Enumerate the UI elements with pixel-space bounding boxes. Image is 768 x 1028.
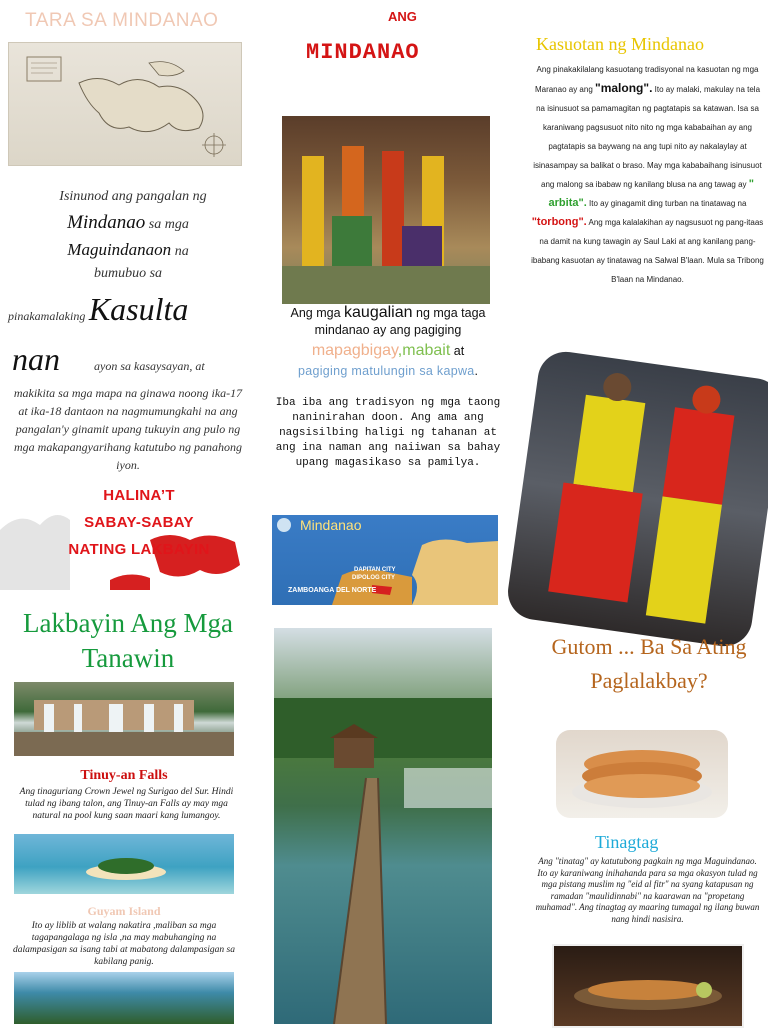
kaugalian-text: . — [474, 364, 479, 378]
map-place: ZAMBOANGA DEL NORTE — [288, 587, 377, 594]
coast-image — [14, 972, 234, 1024]
island-title: Guyam Island — [87, 904, 161, 918]
section-title-tanawin: Lakbayin Ang Mga Tanawin — [23, 608, 233, 673]
island-text: Ito ay liblib at walang nakatira ,maliban sa mga tagapangalaga ng isla ,na may mabuhanging na dalampasigan sa isang tabi at mabatong dalampasigan sa kabilang panig. — [13, 921, 235, 967]
kaugalian-text: Ang mga — [290, 306, 341, 320]
falls-drawing — [14, 682, 234, 756]
clothing-text: Ito ay ginagamit ding turban na tinatawag na — [589, 199, 747, 208]
callout-line: NATING LAKBAYIN — [68, 541, 210, 558]
dancers-image — [282, 116, 490, 304]
mindanao-map-image — [272, 515, 498, 605]
island-drawing — [14, 834, 234, 894]
clothing-text: Ang pinakakilalang kasuotang tradisyonal na kasuotan ng mga Maranao ay ang — [534, 65, 759, 94]
island-image — [14, 834, 234, 894]
intro-line: Isinunod ang pangalan ng — [59, 189, 207, 204]
intro-line: pinakamalaking — [8, 309, 86, 324]
customs-paragraph — [278, 304, 498, 380]
intro-nan: nan — [12, 340, 60, 377]
value-mapagbigay: mapagbigay — [311, 342, 398, 359]
intro-line: na — [174, 244, 189, 260]
bridge-drawing — [274, 628, 492, 1024]
grilled-drawing — [554, 946, 742, 1026]
kaugalian-text: ng mga taga mindanao ay ang pagiging — [314, 306, 486, 337]
intro-line: makikita sa mga mapa na ginawa noong ika-17 at ika-18 dantaon na nagmumungkahi na ang pangalan'y ginamit upang tukuyin ang pulo ng mga makapangyarihang katutubo ng panahong iyon. — [13, 386, 243, 473]
term-malong: "malong". — [595, 81, 653, 95]
clothing-title: Kasuotan ng Mindanao — [536, 34, 704, 54]
kaugalian-word: kaugalian — [344, 304, 413, 321]
tinagtag-image — [556, 730, 728, 818]
clothing-text: Ito ay malaki, makulay na tela na isinusuot sa pamamagitan ng pagtatapis sa katawan. Isa sa karaniwang pagsusuot nito nito ng mga kababaihan ay ang pagtatapis sa baywang na ang tupi nito ay nakalaylay at isinasampay sa balikat o braso. May mga kababaihang isinusuot ang malong sa ibabaw ng kanilang blusa na ang tawag ay — [533, 85, 762, 189]
traditional-attire-image — [504, 348, 768, 650]
intro-maguindanaon: Maguindanaon — [67, 240, 172, 260]
left-title: TARA SA MINDANAO — [25, 10, 219, 31]
callout-line: SABAY-SABAY — [84, 514, 194, 531]
food-question: Gutom ... Ba Sa Ating Paglalakbay? — [551, 634, 747, 693]
bridge-lagoon-image — [274, 628, 492, 1024]
falls-title: Tinuy-an Falls — [80, 768, 168, 783]
intro-mindanao: Mindanao — [67, 211, 146, 233]
intro-kasultanan: Kasulta — [88, 291, 189, 328]
travel-callout — [50, 482, 228, 563]
kaugalian-text: at — [453, 344, 465, 358]
value-mabait: ,mabait — [397, 342, 451, 359]
clothing-text: Ang mga kalalakihan ay nagsusuot ng pang-itaas na damit na kung tawagin ay Saul Laki at ang kanilang pang-ibabang kasuotan ay tinatawag na Salwal B'laan. Mula sa Tribong B'laan na Mindanao. — [531, 218, 764, 284]
map-label: Mindanao — [300, 517, 362, 533]
value-matulungin: pagiging matulungin sa kapwa — [297, 364, 475, 378]
heading-ang: ANG — [388, 9, 417, 24]
heading-mindanao: MINDANAO — [306, 40, 420, 65]
attire-drawing — [504, 348, 768, 650]
clothing-paragraph — [530, 60, 765, 289]
old-map-drawing — [9, 43, 241, 165]
tradition-paragraph: Iba iba ang tradisyon ng mga taong naninirahan doon. Ang ama ang nagsisilbing haligi ng tahanan at ang ina naman ang naiiwan sa bahay upang magasikaso sa pamilya. — [275, 397, 501, 469]
intro-line: bumubuo sa — [93, 266, 163, 282]
tinagtag-drawing — [556, 730, 728, 818]
term-torbong: "torbong". — [531, 216, 587, 228]
term-arbita: " arbita". — [548, 178, 754, 209]
old-map-image — [8, 42, 242, 166]
map-place: DAPITAN CITY — [354, 567, 396, 573]
falls-text: Ang tinaguriang Crown Jewel ng Surigao del Sur. Hindi tulad ng ibang talon, ang Tinuy-an Falls ay may mga natural na pool kung saan maari kang lumangoy. — [19, 787, 234, 821]
falls-image — [14, 682, 234, 756]
food-text: Ang "tinatag" ay katutubong pagkain ng mga Maguindanao. Ito ay karaniwang inihahanda para sa mga okasyon tulad ng mga pistang muslim ng "eid al fitr" na syang katapusan ng ramadan "maulidinnabi" na kaarawan na "propetang muhamad". Ang tinagtag ay maaring tumagal ng ilang buwan nang hindi nasisira. — [535, 856, 760, 924]
mindanao-name-origin — [8, 186, 248, 474]
callout-line: HALINA’T — [103, 487, 175, 504]
grilled-food-image — [552, 944, 744, 1028]
dancers-drawing — [282, 116, 490, 304]
intro-line: sa mga — [148, 216, 189, 232]
food-title: Tinagtag — [595, 832, 659, 852]
map-place: DIPOLOG CITY — [352, 575, 396, 581]
intro-line: ayon sa kasaysayan, at — [94, 358, 205, 373]
